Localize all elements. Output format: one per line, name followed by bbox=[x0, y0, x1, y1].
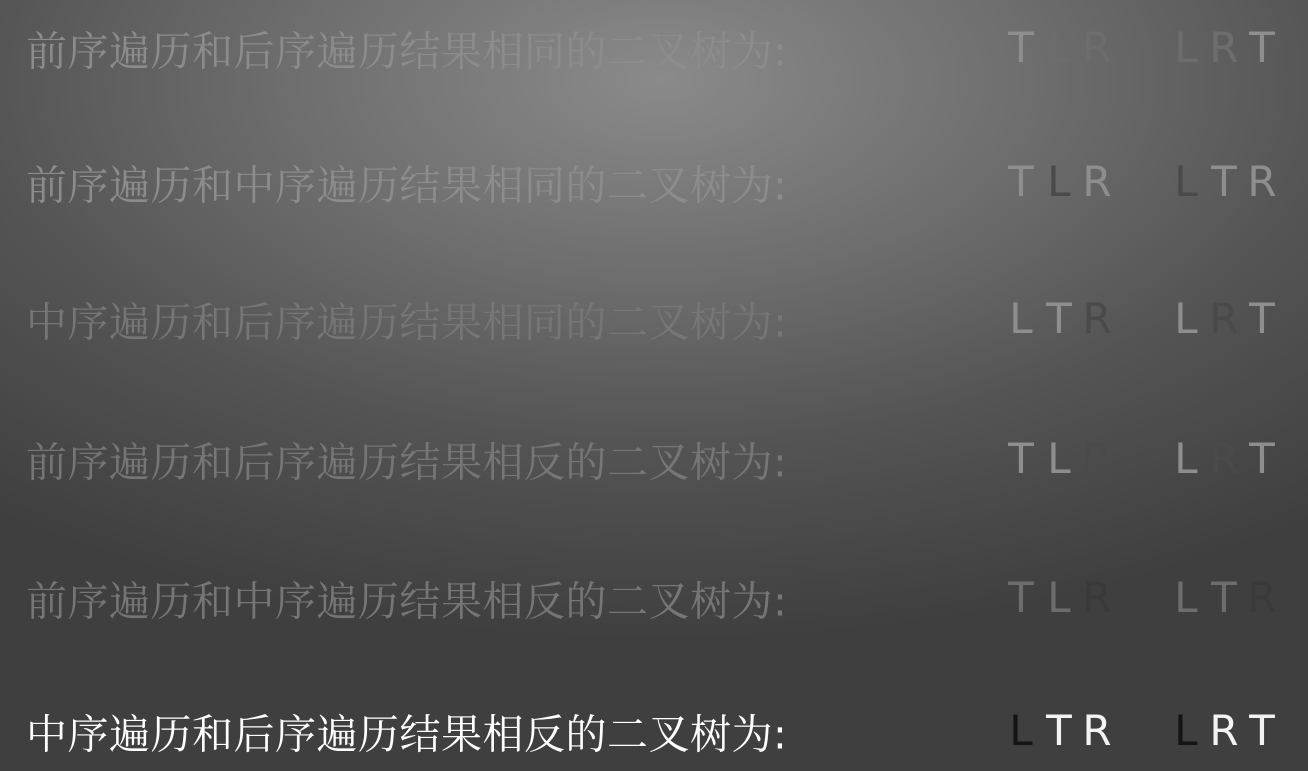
code-letter: R bbox=[1247, 157, 1277, 206]
row-1-code-2 bbox=[1168, 23, 1280, 72]
row-4 bbox=[0, 419, 1308, 499]
row-2-code-2 bbox=[1168, 157, 1280, 206]
row-6-code-2 bbox=[1168, 706, 1280, 755]
code-letter: T bbox=[1008, 573, 1034, 622]
code-letter: L bbox=[1174, 157, 1198, 206]
row-4-code-1 bbox=[1003, 434, 1115, 483]
code-letter: T bbox=[1249, 706, 1275, 755]
code-letter: L bbox=[1009, 706, 1033, 755]
row-3-code-1 bbox=[1003, 294, 1115, 343]
row-1 bbox=[0, 8, 1308, 88]
code-letter: T bbox=[1211, 157, 1237, 206]
code-letter: T bbox=[1249, 23, 1275, 72]
code-letter: L bbox=[1174, 434, 1198, 483]
code-letter: T bbox=[1046, 706, 1072, 755]
row-5 bbox=[0, 558, 1308, 638]
row-1-label: 前序遍历和后序遍历结果相同的二叉树为: bbox=[26, 27, 788, 76]
row-1-code-1 bbox=[1003, 23, 1115, 72]
code-letter: R bbox=[1082, 294, 1112, 343]
row-4-label: 前序遍历和后序遍历结果相反的二叉树为: bbox=[26, 438, 788, 487]
code-letter: R bbox=[1209, 294, 1239, 343]
code-letter: L bbox=[1047, 157, 1071, 206]
code-letter: T bbox=[1008, 434, 1034, 483]
code-letter: L bbox=[1047, 23, 1071, 72]
code-letter: L bbox=[1174, 294, 1198, 343]
code-letter: T bbox=[1211, 573, 1237, 622]
code-letter: L bbox=[1009, 294, 1033, 343]
code-letter: R bbox=[1082, 157, 1112, 206]
code-letter: R bbox=[1082, 706, 1112, 755]
code-letter: R bbox=[1082, 434, 1112, 483]
row-3-code-2 bbox=[1168, 294, 1280, 343]
code-letter: T bbox=[1008, 157, 1034, 206]
code-letter: R bbox=[1209, 434, 1239, 483]
code-letter: T bbox=[1249, 434, 1275, 483]
row-2-label: 前序遍历和中序遍历结果相同的二叉树为: bbox=[26, 161, 788, 210]
row-3-label: 中序遍历和后序遍历结果相同的二叉树为: bbox=[26, 298, 788, 347]
row-6-label: 中序遍历和后序遍历结果相反的二叉树为: bbox=[26, 710, 788, 759]
code-letter: T bbox=[1008, 23, 1034, 72]
row-3 bbox=[0, 279, 1308, 359]
code-letter: L bbox=[1174, 573, 1198, 622]
code-letter: L bbox=[1174, 706, 1198, 755]
row-6-code-1 bbox=[1003, 706, 1115, 755]
row-4-code-2 bbox=[1168, 434, 1280, 483]
code-letter: L bbox=[1174, 23, 1198, 72]
code-letter: R bbox=[1082, 573, 1112, 622]
code-letter: R bbox=[1247, 573, 1277, 622]
row-2-code-1 bbox=[1003, 157, 1115, 206]
code-letter: R bbox=[1209, 23, 1239, 72]
code-letter: R bbox=[1082, 23, 1112, 72]
code-letter: R bbox=[1209, 706, 1239, 755]
code-letter: L bbox=[1047, 434, 1071, 483]
code-letter: T bbox=[1046, 294, 1072, 343]
row-5-code-1 bbox=[1003, 573, 1115, 622]
row-5-code-2 bbox=[1168, 573, 1280, 622]
row-2 bbox=[0, 142, 1308, 222]
row-6 bbox=[0, 691, 1308, 771]
code-letter: L bbox=[1047, 573, 1071, 622]
code-letter: T bbox=[1249, 294, 1275, 343]
row-5-label: 前序遍历和中序遍历结果相反的二叉树为: bbox=[26, 577, 788, 626]
